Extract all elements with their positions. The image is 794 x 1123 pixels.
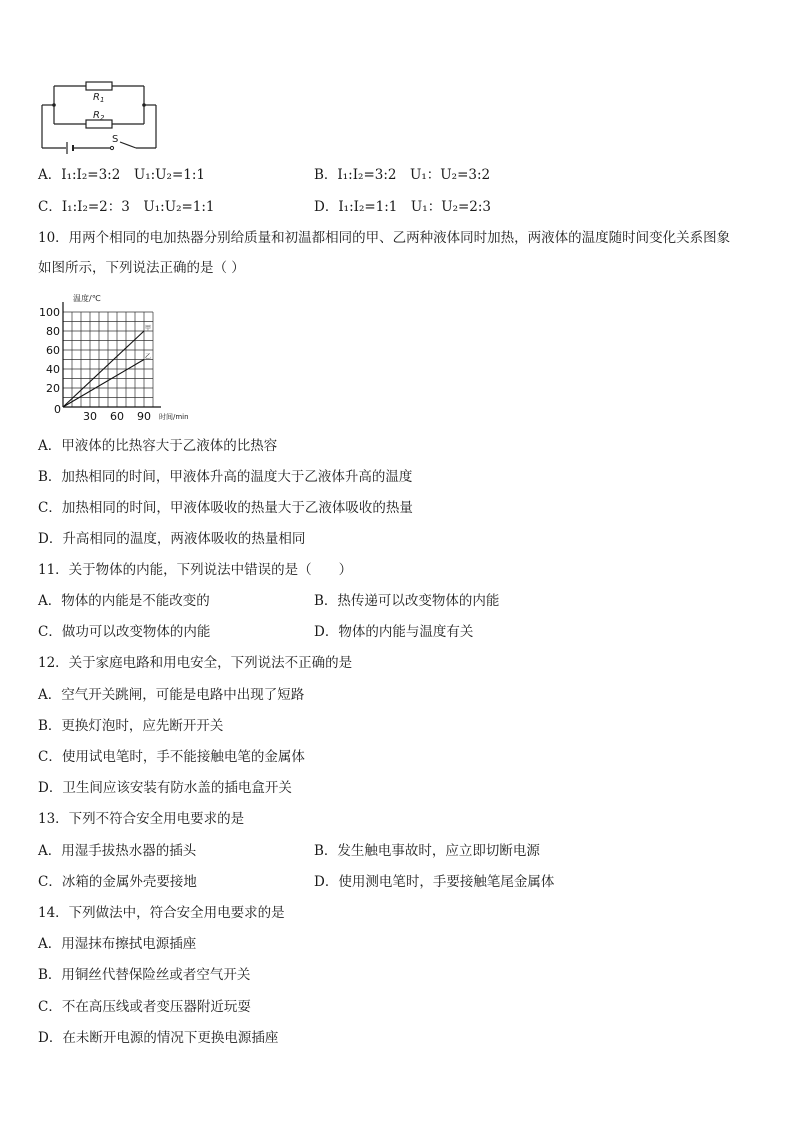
q14-option-c: C．不在高压线或者变压器附近玩耍 — [38, 999, 251, 1015]
q14-option-b: B．用铜丝代替保险丝或者空气开关 — [38, 967, 251, 983]
series-label-jia: 甲 — [145, 325, 152, 332]
q12-option-d: D．卫生间应该安装有防水盖的插电盒开关 — [38, 780, 292, 796]
q10-option-b: B．加热相同的时间，甲液体升高的温度大于乙液体升高的温度 — [38, 469, 413, 485]
origin-label: 0 — [54, 403, 61, 416]
q13-option-c: C．冰箱的金属外壳要接地 — [38, 874, 197, 890]
q10-option-c: C．加热相同的时间，甲液体吸收的热量大于乙液体吸收的热量 — [38, 500, 413, 516]
r2-label: $R_2$ — [93, 110, 105, 122]
q12-option-a: A．空气开关跳闸，可能是电路中出现了短路 — [38, 687, 305, 703]
q12-stem: 12．关于家庭电路和用电安全，下列说法不正确的是 — [38, 655, 353, 671]
q13-option-a: A．用湿手拔热水器的插头 — [38, 843, 197, 859]
q10-stem-line1: 10．用两个相同的电加热器分别给质量和初温都相同的甲、乙两种液体同时加热，两液体的温度随时间变化关系图象 — [38, 230, 731, 246]
q11-option-c: C．做功可以改变物体的内能 — [38, 624, 211, 640]
q14-stem: 14．下列做法中，符合安全用电要求的是 — [38, 905, 285, 921]
q11-option-d: D．物体的内能与温度有关 — [314, 624, 474, 640]
series-label-yi: 乙 — [145, 353, 152, 361]
q10-stem-line2: 如图所示，下列说法正确的是（ ） — [38, 260, 245, 276]
circuit-diagram — [36, 76, 162, 156]
y-axis-title: 温度/℃ — [73, 294, 101, 303]
resistor-r1 — [86, 82, 112, 90]
x-tick-label: 30 — [83, 410, 97, 423]
q12-option-c: C．使用试电笔时，手不能接触电笔的金属体 — [38, 749, 305, 765]
q11-option-b: B．热传递可以改变物体的内能 — [314, 593, 500, 609]
q12-option-b: B．更换灯泡时，应先断开开关 — [38, 718, 224, 734]
y-tick-label: 40 — [46, 363, 60, 376]
q13-option-d: D．使用测电笔时，手要接触笔尾金属体 — [314, 874, 555, 890]
x-tick-label: 90 — [137, 410, 151, 423]
x-tick-label: 60 — [110, 410, 124, 423]
q9-option-a: A．I₁:I₂=3:2 U₁:U₂=1:1 — [38, 167, 205, 183]
q14-option-a: A．用湿抹布擦拭电源插座 — [38, 936, 197, 952]
q13-option-b: B．发生触电事故时，应立即切断电源 — [314, 843, 540, 859]
q11-stem: 11．关于物体的内能，下列说法中错误的是（ ） — [38, 562, 353, 578]
y-tick-label: 60 — [46, 344, 60, 357]
temperature-time-chart — [30, 290, 210, 424]
y-tick-label: 80 — [46, 325, 60, 338]
x-axis-title: 时间/min — [159, 413, 189, 421]
q10-option-a: A．甲液体的比热容大于乙液体的比热容 — [38, 438, 278, 454]
series-line-yi — [63, 360, 144, 408]
q14-option-d: D．在未断开电源的情况下更换电源插座 — [38, 1030, 279, 1046]
y-tick-label: 100 — [39, 306, 60, 319]
y-tick-label: 20 — [46, 382, 60, 395]
q10-option-d: D．升高相同的温度，两液体吸收的热量相同 — [38, 531, 306, 547]
q9-option-b: B．I₁:I₂=3:2 U₁：U₂=3:2 — [314, 167, 491, 183]
q13-stem: 13．下列不符合安全用电要求的是 — [38, 811, 245, 827]
q9-option-d: D．I₁:I₂=1:1 U₁：U₂=2:3 — [314, 199, 492, 215]
r1-label: $R_1$ — [93, 92, 105, 104]
q11-option-a: A．物体的内能是不能改变的 — [38, 593, 210, 609]
switch-label: S — [112, 134, 119, 145]
q9-option-c: C．I₁:I₂=2：3 U₁:U₂=1:1 — [38, 199, 215, 215]
